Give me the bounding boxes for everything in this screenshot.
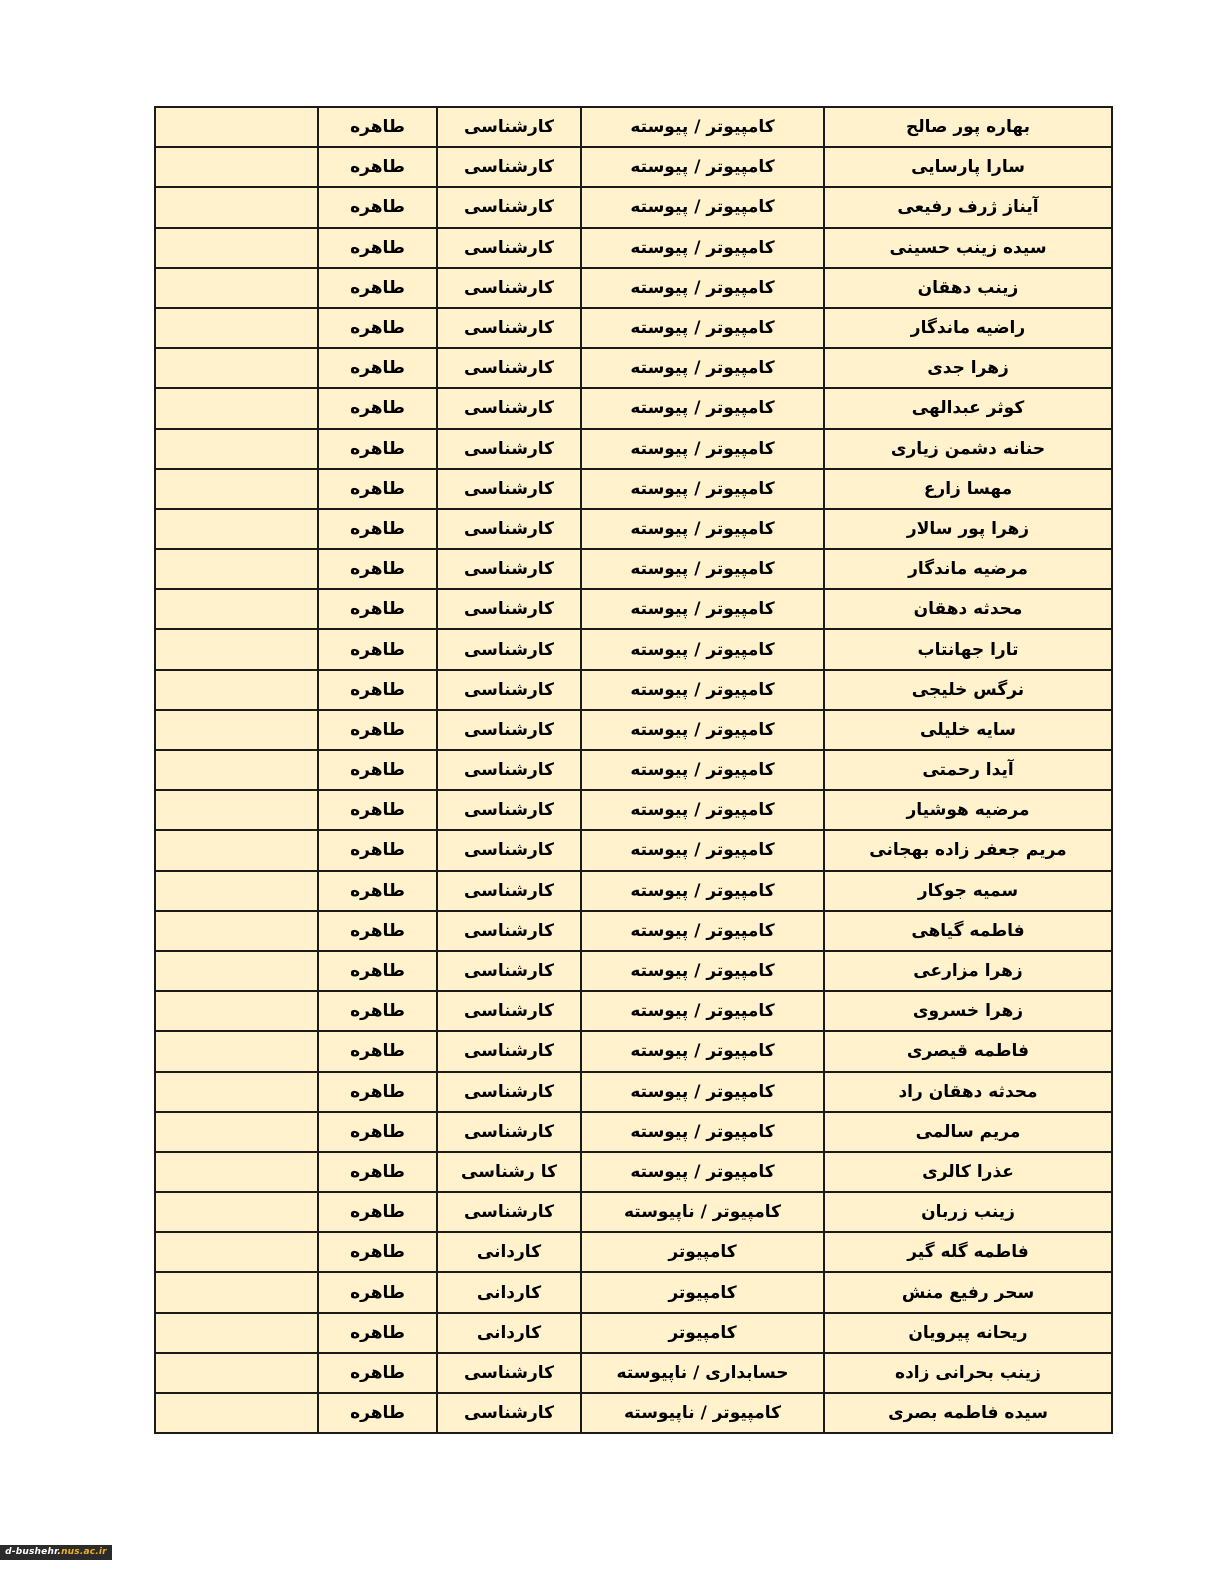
student-name-cell: مرضیه ماندگار — [824, 549, 1112, 589]
degree-cell: کارشناسی — [437, 1353, 581, 1393]
field-cell: کامپیوتر / پیوسته — [581, 1072, 824, 1112]
table-row — [155, 549, 1112, 589]
field-cell: کامپیوتر / پیوسته — [581, 710, 824, 750]
campus-cell: طاهره — [318, 469, 437, 509]
empty-cell — [155, 670, 318, 710]
field-cell: کامپیوتر / پیوسته — [581, 308, 824, 348]
student-name-cell: محدثه دهقان — [824, 589, 1112, 629]
campus-cell: طاهره — [318, 268, 437, 308]
campus-cell: طاهره — [318, 308, 437, 348]
empty-cell — [155, 348, 318, 388]
degree-cell: کارشناسی — [437, 228, 581, 268]
campus-cell: طاهره — [318, 348, 437, 388]
student-name-cell: سمیه جوکار — [824, 871, 1112, 911]
degree-cell: کارشناسی — [437, 107, 581, 147]
table-row — [155, 670, 1112, 710]
field-cell: کامپیوتر / پیوسته — [581, 750, 824, 790]
table-row — [155, 1031, 1112, 1071]
campus-cell: طاهره — [318, 509, 437, 549]
field-cell: کامپیوتر / پیوسته — [581, 469, 824, 509]
table-row — [155, 348, 1112, 388]
field-cell: کامپیوتر / پیوسته — [581, 951, 824, 991]
field-cell: کامپیوتر — [581, 1272, 824, 1312]
campus-cell: طاهره — [318, 147, 437, 187]
degree-cell: کارشناسی — [437, 469, 581, 509]
table-row — [155, 911, 1112, 951]
table-row — [155, 1152, 1112, 1192]
degree-cell: کارشناسی — [437, 268, 581, 308]
table-row — [155, 790, 1112, 830]
empty-cell — [155, 710, 318, 750]
field-cell: کامپیوتر / پیوسته — [581, 509, 824, 549]
campus-cell: طاهره — [318, 1192, 437, 1232]
degree-cell: کارشناسی — [437, 348, 581, 388]
field-cell: کامپیوتر / پیوسته — [581, 1112, 824, 1152]
campus-cell: طاهره — [318, 187, 437, 227]
student-name-cell: زهرا پور سالار — [824, 509, 1112, 549]
empty-cell — [155, 549, 318, 589]
student-name-cell: زینب دهقان — [824, 268, 1112, 308]
empty-cell — [155, 830, 318, 870]
campus-cell: طاهره — [318, 830, 437, 870]
empty-cell — [155, 790, 318, 830]
degree-cell: کاردانی — [437, 1313, 581, 1353]
empty-cell — [155, 871, 318, 911]
student-list-table — [154, 106, 1113, 1434]
field-cell: کامپیوتر / پیوسته — [581, 429, 824, 469]
campus-cell: طاهره — [318, 670, 437, 710]
student-name-cell: زینب بحرانی زاده — [824, 1353, 1112, 1393]
campus-cell: طاهره — [318, 107, 437, 147]
table-row — [155, 710, 1112, 750]
field-cell: کامپیوتر / پیوسته — [581, 187, 824, 227]
empty-cell — [155, 1313, 318, 1353]
student-name-cell: آیناز ژرف رفیعی — [824, 187, 1112, 227]
field-cell: کامپیوتر / پیوسته — [581, 589, 824, 629]
empty-cell — [155, 991, 318, 1031]
student-name-cell: آیدا رحمتی — [824, 750, 1112, 790]
empty-cell — [155, 1192, 318, 1232]
table-row — [155, 388, 1112, 428]
campus-cell: طاهره — [318, 388, 437, 428]
student-name-cell: مرضیه هوشیار — [824, 790, 1112, 830]
student-name-cell: فاطمه گیاهی — [824, 911, 1112, 951]
empty-cell — [155, 629, 318, 669]
student-name-cell: مهسا زارع — [824, 469, 1112, 509]
table-row — [155, 429, 1112, 469]
empty-cell — [155, 388, 318, 428]
field-cell: کامپیوتر / پیوسته — [581, 268, 824, 308]
watermark-prefix: d-bushehr. — [5, 1547, 62, 1557]
table-row — [155, 589, 1112, 629]
empty-cell — [155, 268, 318, 308]
table-row — [155, 1112, 1112, 1152]
empty-cell — [155, 147, 318, 187]
student-name-cell: راضیه ماندگار — [824, 308, 1112, 348]
student-name-cell: سیده زینب حسینی — [824, 228, 1112, 268]
degree-cell: کارشناسی — [437, 670, 581, 710]
student-name-cell: فاطمه قیصری — [824, 1031, 1112, 1071]
empty-cell — [155, 1072, 318, 1112]
degree-cell: کارشناسی — [437, 308, 581, 348]
campus-cell: طاهره — [318, 1072, 437, 1112]
campus-cell: طاهره — [318, 1393, 437, 1433]
degree-cell: کارشناسی — [437, 187, 581, 227]
table-row — [155, 1313, 1112, 1353]
student-name-cell: زینب زربان — [824, 1192, 1112, 1232]
empty-cell — [155, 469, 318, 509]
empty-cell — [155, 1353, 318, 1393]
empty-cell — [155, 1112, 318, 1152]
table-row — [155, 1232, 1112, 1272]
degree-cell: کارشناسی — [437, 1072, 581, 1112]
empty-cell — [155, 509, 318, 549]
table-row — [155, 1393, 1112, 1433]
campus-cell: طاهره — [318, 1313, 437, 1353]
student-name-cell: حنانه دشمن زیاری — [824, 429, 1112, 469]
empty-cell — [155, 951, 318, 991]
empty-cell — [155, 1152, 318, 1192]
empty-cell — [155, 1232, 318, 1272]
degree-cell: کارشناسی — [437, 871, 581, 911]
degree-cell: کارشناسی — [437, 629, 581, 669]
campus-cell: طاهره — [318, 629, 437, 669]
campus-cell: طاهره — [318, 1353, 437, 1393]
degree-cell: کارشناسی — [437, 549, 581, 589]
student-name-cell: عذرا کالری — [824, 1152, 1112, 1192]
degree-cell: کارشناسی — [437, 1192, 581, 1232]
empty-cell — [155, 1031, 318, 1071]
empty-cell — [155, 1272, 318, 1312]
table-row — [155, 1072, 1112, 1112]
table-row — [155, 268, 1112, 308]
student-name-cell: کوثر عبدالهی — [824, 388, 1112, 428]
campus-cell: طاهره — [318, 589, 437, 629]
empty-cell — [155, 1393, 318, 1433]
field-cell: کامپیوتر / ناپیوسته — [581, 1192, 824, 1232]
field-cell: کامپیوتر / ناپیوسته — [581, 1393, 824, 1433]
degree-cell: کارشناسی — [437, 509, 581, 549]
empty-cell — [155, 589, 318, 629]
degree-cell: کارشناسی — [437, 589, 581, 629]
field-cell: کامپیوتر / پیوسته — [581, 830, 824, 870]
field-cell: کامپیوتر — [581, 1313, 824, 1353]
field-cell: کامپیوتر / پیوسته — [581, 629, 824, 669]
table-row — [155, 469, 1112, 509]
campus-cell: طاهره — [318, 911, 437, 951]
field-cell: کامپیوتر / پیوسته — [581, 549, 824, 589]
degree-cell: کاردانی — [437, 1232, 581, 1272]
campus-cell: طاهره — [318, 710, 437, 750]
student-name-cell: سیده فاطمه بصری — [824, 1393, 1112, 1433]
field-cell: حسابداری / ناپیوسته — [581, 1353, 824, 1393]
student-name-cell: مریم جعفر زاده بهجانی — [824, 830, 1112, 870]
campus-cell: طاهره — [318, 1232, 437, 1272]
table-row — [155, 107, 1112, 147]
degree-cell: کارشناسی — [437, 750, 581, 790]
campus-cell: طاهره — [318, 1152, 437, 1192]
table-row — [155, 830, 1112, 870]
empty-cell — [155, 187, 318, 227]
student-name-cell: نرگس خلیجی — [824, 670, 1112, 710]
degree-cell: کارشناسی — [437, 388, 581, 428]
table-row — [155, 629, 1112, 669]
student-name-cell: سایه خلیلی — [824, 710, 1112, 750]
student-name-cell: محدثه دهقان راد — [824, 1072, 1112, 1112]
table-row — [155, 1272, 1112, 1312]
empty-cell — [155, 107, 318, 147]
table-row — [155, 951, 1112, 991]
student-name-cell: تارا جهانتاب — [824, 629, 1112, 669]
field-cell: کامپیوتر / پیوسته — [581, 228, 824, 268]
student-name-cell: ریحانه پیرویان — [824, 1313, 1112, 1353]
campus-cell: طاهره — [318, 549, 437, 589]
campus-cell: طاهره — [318, 1112, 437, 1152]
student-name-cell: سارا پارسایی — [824, 147, 1112, 187]
campus-cell: طاهره — [318, 991, 437, 1031]
field-cell: کامپیوتر / پیوسته — [581, 107, 824, 147]
degree-cell: کاردانی — [437, 1272, 581, 1312]
table-row — [155, 871, 1112, 911]
table-row — [155, 991, 1112, 1031]
empty-cell — [155, 308, 318, 348]
table-row — [155, 1192, 1112, 1232]
field-cell: کامپیوتر / پیوسته — [581, 348, 824, 388]
empty-cell — [155, 911, 318, 951]
campus-cell: طاهره — [318, 790, 437, 830]
degree-cell: کا رشناسی — [437, 1152, 581, 1192]
campus-cell: طاهره — [318, 429, 437, 469]
degree-cell: کارشناسی — [437, 790, 581, 830]
student-name-cell: بهاره پور صالح — [824, 107, 1112, 147]
table-row — [155, 228, 1112, 268]
campus-cell: طاهره — [318, 228, 437, 268]
student-name-cell: زهرا جدی — [824, 348, 1112, 388]
empty-cell — [155, 750, 318, 790]
campus-cell: طاهره — [318, 1031, 437, 1071]
degree-cell: کارشناسی — [437, 429, 581, 469]
campus-cell: طاهره — [318, 951, 437, 991]
degree-cell: کارشناسی — [437, 147, 581, 187]
table-row — [155, 750, 1112, 790]
field-cell: کامپیوتر / پیوسته — [581, 670, 824, 710]
table-row — [155, 308, 1112, 348]
field-cell: کامپیوتر / پیوسته — [581, 1031, 824, 1071]
student-name-cell: زهرا مزارعی — [824, 951, 1112, 991]
degree-cell: کارشناسی — [437, 911, 581, 951]
field-cell: کامپیوتر / پیوسته — [581, 790, 824, 830]
site-watermark — [0, 1545, 112, 1560]
student-name-cell: فاطمه گله گیر — [824, 1232, 1112, 1272]
student-list-body — [155, 107, 1112, 1433]
degree-cell: کارشناسی — [437, 830, 581, 870]
table-row — [155, 187, 1112, 227]
degree-cell: کارشناسی — [437, 991, 581, 1031]
student-name-cell: مریم سالمی — [824, 1112, 1112, 1152]
campus-cell: طاهره — [318, 750, 437, 790]
table-row — [155, 1353, 1112, 1393]
table-row — [155, 147, 1112, 187]
empty-cell — [155, 228, 318, 268]
student-name-cell: زهرا خسروی — [824, 991, 1112, 1031]
field-cell: کامپیوتر / پیوسته — [581, 388, 824, 428]
degree-cell: کارشناسی — [437, 1031, 581, 1071]
degree-cell: کارشناسی — [437, 1112, 581, 1152]
field-cell: کامپیوتر / پیوسته — [581, 147, 824, 187]
field-cell: کامپیوتر / پیوسته — [581, 991, 824, 1031]
field-cell: کامپیوتر / پیوسته — [581, 871, 824, 911]
student-name-cell: سحر رفیع منش — [824, 1272, 1112, 1312]
degree-cell: کارشناسی — [437, 951, 581, 991]
degree-cell: کارشناسی — [437, 710, 581, 750]
table-row — [155, 509, 1112, 549]
degree-cell: کارشناسی — [437, 1393, 581, 1433]
field-cell: کامپیوتر — [581, 1232, 824, 1272]
watermark-domain: nus.ac.ir — [61, 1547, 107, 1557]
field-cell: کامپیوتر / پیوسته — [581, 1152, 824, 1192]
empty-cell — [155, 429, 318, 469]
campus-cell: طاهره — [318, 1272, 437, 1312]
field-cell: کامپیوتر / پیوسته — [581, 911, 824, 951]
campus-cell: طاهره — [318, 871, 437, 911]
